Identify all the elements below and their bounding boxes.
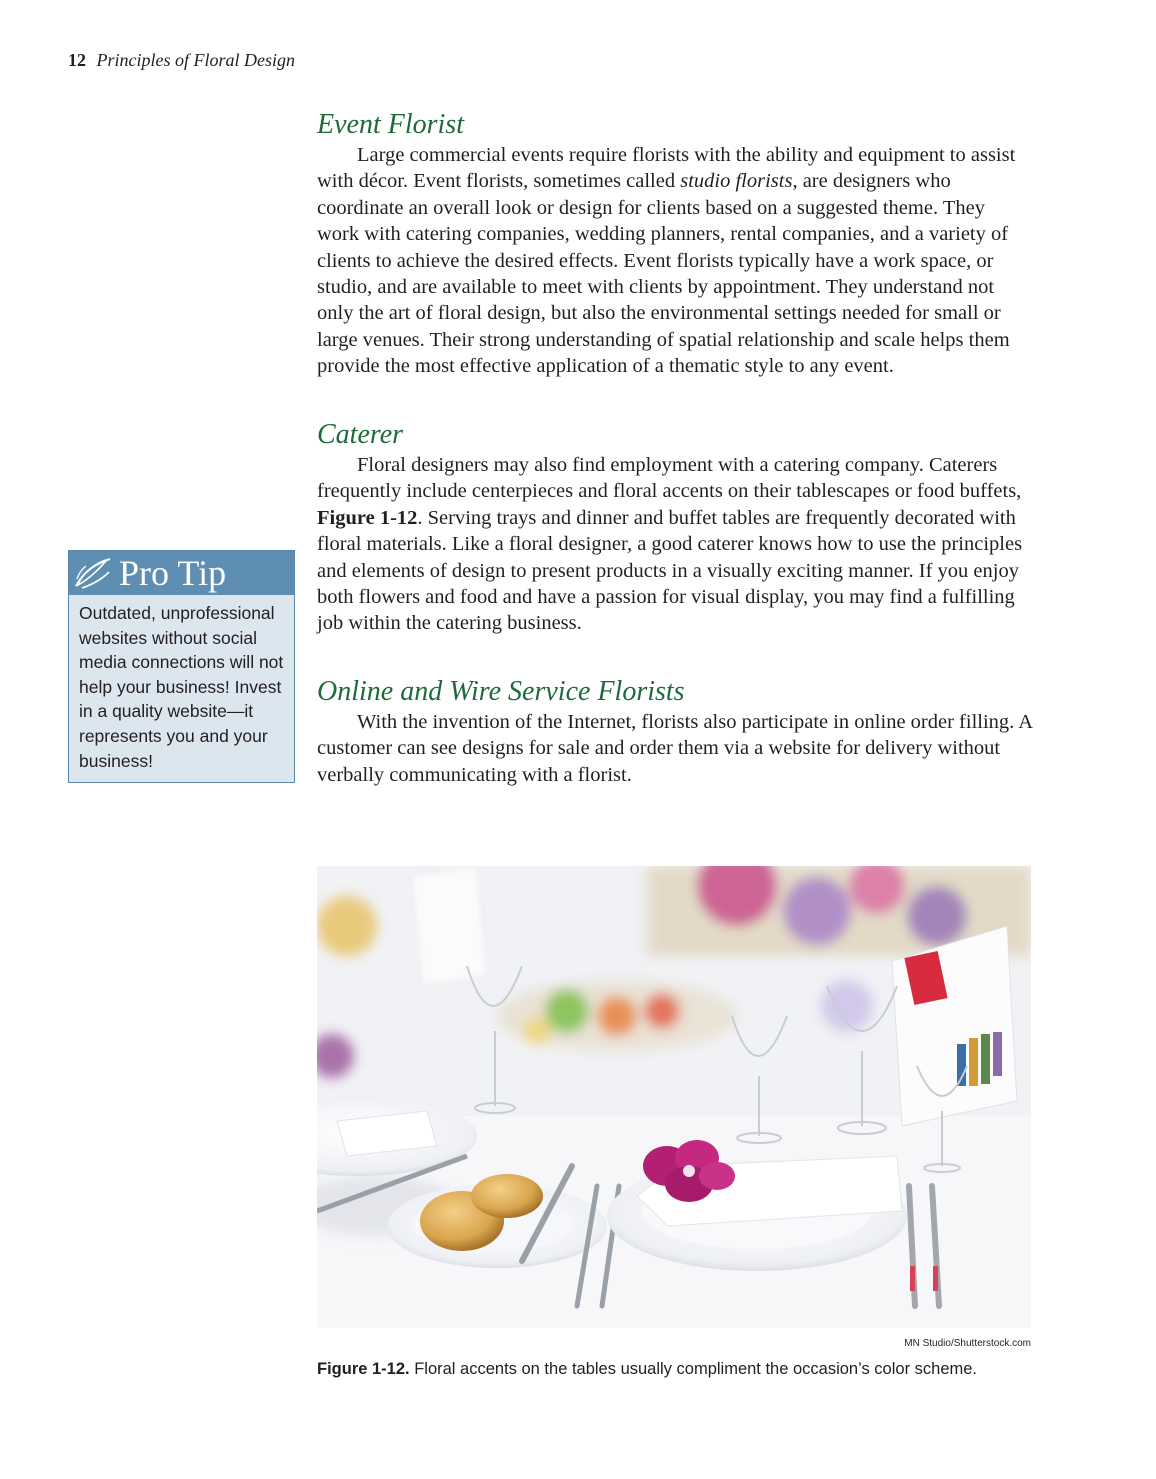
book-title: Principles of Floral Design — [96, 50, 295, 70]
section-paragraph: With the invention of the Internet, florists also participate in online order filling. A customer can see designs for sale and order them via a website for delivery without verbally communicating with a florist. — [317, 711, 1032, 786]
section-caterer — [317, 418, 1032, 637]
paragraph-text: . Serving trays and dinner and buffet tables are frequently decorated with floral materials. Like a floral designer, a good caterer knows how to use the principles and elements of design to present products in a visually exciting manner. If you enjoy both flowers and food and have a passion for visual display, you may find a fulfilling job within the catering business. — [317, 506, 1023, 635]
section-paragraph — [317, 142, 1032, 380]
italic-term: studio florists — [680, 170, 793, 193]
figure-reference: Figure 1-12 — [317, 506, 418, 529]
running-header — [68, 50, 295, 71]
pro-tip-title: Pro Tip — [119, 553, 227, 593]
page-number: 12 — [68, 50, 86, 70]
section-paragraph — [317, 452, 1032, 637]
figure-photo-table-setting — [317, 866, 1031, 1328]
pro-tip-text: Outdated, unprofessional websites without social media connections will not help your business! Invest in a quality website—it represents you and your business! — [79, 603, 284, 771]
pro-tip-header — [69, 551, 294, 595]
pro-tip-box — [68, 550, 295, 783]
section-online-florists — [317, 675, 1032, 788]
paragraph-text: , are designers who coordinate an overall look or design for clients based on a suggested theme. They work with catering companies, wedding planners, rental companies, and a variety of clients to achieve the desired effects. Event florists typically have a work space, or studio, and are available to meet with clients by appointment. They understand not only the art of floral design, but also the environmental settings needed for small or large venues. Their strong understanding of spatial relationship and scale helps them provide the most effective application of a thematic style to any event. — [317, 170, 1010, 378]
section-heading: Caterer — [317, 419, 404, 450]
section-event-florist — [317, 108, 1032, 380]
photo-credit: MN Studio/Shutterstock.com — [904, 1338, 1031, 1349]
table-setting-illustration — [317, 866, 1031, 1328]
leaf-icon — [73, 555, 113, 591]
section-heading: Event Florist — [317, 109, 464, 140]
paragraph-text: Floral designers may also find employment with a catering company. Caterers frequently include centerpieces and floral accents on their tablescapes or food buffets, — [317, 454, 1022, 503]
paragraph-text: Large commercial events require florists with the ability and equipment to assist with décor. Event florists, sometimes called — [317, 144, 1016, 193]
figure-caption — [317, 1360, 977, 1379]
figure-label: Figure 1-12. — [317, 1360, 410, 1378]
caption-text: Floral accents on the tables usually compliment the occasion’s color scheme. — [409, 1360, 978, 1378]
section-heading: Online and Wire Service Florists — [317, 676, 685, 707]
